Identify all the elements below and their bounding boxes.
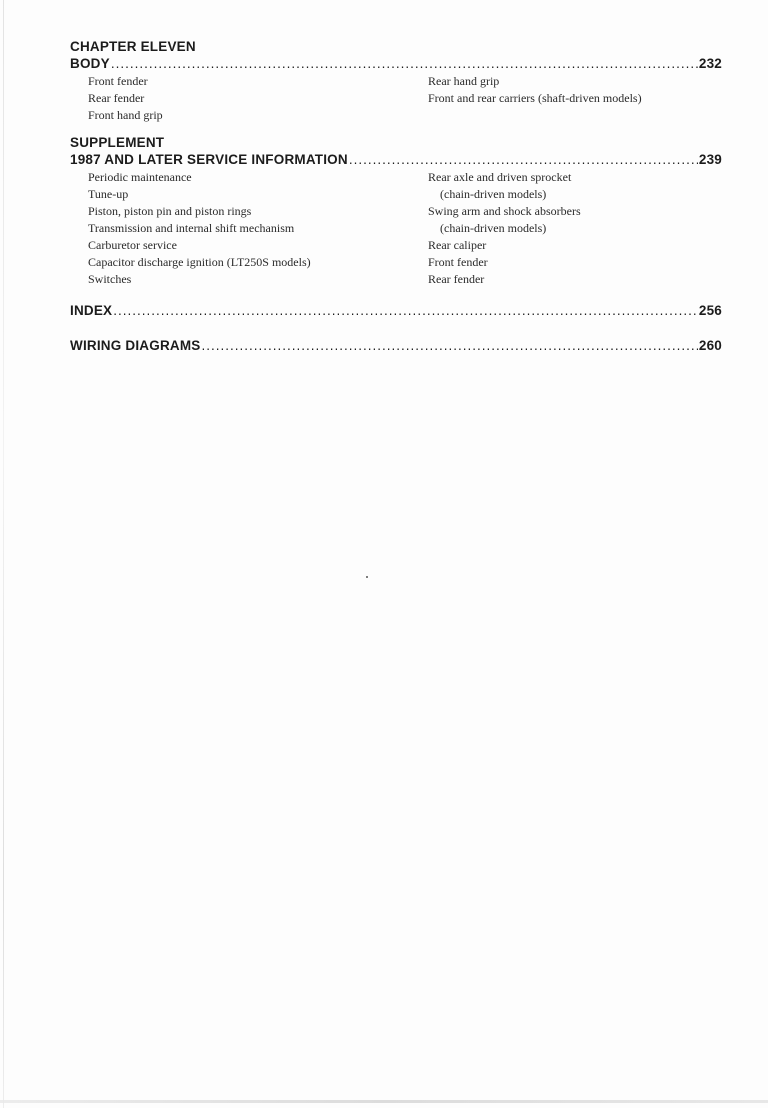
subtopic-item: Rear hand grip xyxy=(428,74,500,88)
chapter-heading: CHAPTER ELEVEN xyxy=(70,39,196,54)
subtopic-item: Rear fender xyxy=(428,272,485,286)
subtopic-item: Periodic maintenance xyxy=(88,170,192,184)
subtopic-item: Rear caliper xyxy=(428,238,487,252)
subtopic-item: Carburetor service xyxy=(88,238,177,252)
dot-leader xyxy=(349,151,698,168)
toc-page-number: 260 xyxy=(698,338,722,353)
scan-speck xyxy=(366,576,368,578)
page-bottom-edge xyxy=(0,1100,768,1103)
chapter-heading: SUPPLEMENT xyxy=(70,135,165,150)
toc-entry-supplement[interactable] xyxy=(70,151,722,168)
table-of-contents xyxy=(70,38,722,354)
toc-entry-title: WIRING DIAGRAMS xyxy=(70,338,201,353)
subtopic-item: Tune-up xyxy=(88,187,129,201)
subtopic-item: Transmission and internal shift mechanism xyxy=(88,221,295,235)
subtopic-item: Front fender xyxy=(428,255,488,269)
subtopic-list xyxy=(70,169,722,288)
subtopic-item: Capacitor discharge ignition (LT250S models) xyxy=(88,255,311,269)
toc-entry-title: BODY xyxy=(70,56,110,71)
subtopic-column-right xyxy=(428,73,722,124)
subtopic-item: Front hand grip xyxy=(88,108,163,122)
toc-entry-wiring-diagrams[interactable] xyxy=(70,337,722,354)
toc-section-supplement xyxy=(70,134,722,288)
page-left-edge xyxy=(3,0,4,1108)
subtopic-item: Rear fender xyxy=(88,91,145,105)
subtopic-item: Swing arm and shock absorbers xyxy=(428,204,581,218)
subtopic-item: Piston, piston pin and piston rings xyxy=(88,204,252,218)
dot-leader xyxy=(202,337,698,354)
subtopic-column-left xyxy=(88,73,428,124)
subtopic-item: Rear axle and driven sprocket xyxy=(428,170,572,184)
toc-page-number: 239 xyxy=(698,152,722,167)
dot-leader xyxy=(113,302,698,319)
dot-leader xyxy=(111,55,698,72)
toc-entry-title: INDEX xyxy=(70,303,113,318)
subtopic-item: Switches xyxy=(88,272,132,286)
subtopic-item: Front and rear carriers (shaft-driven models) xyxy=(428,91,642,105)
subtopic-list xyxy=(70,73,722,124)
subtopic-column-right xyxy=(428,169,722,288)
toc-entry-title: 1987 AND LATER SERVICE INFORMATION xyxy=(70,152,348,167)
subtopic-item: Front fender xyxy=(88,74,148,88)
subtopic-item-continuation: (chain-driven models) xyxy=(440,221,547,235)
subtopic-item-continuation: (chain-driven models) xyxy=(440,187,547,201)
toc-page-number: 232 xyxy=(698,56,722,71)
subtopic-column-left xyxy=(88,169,428,288)
toc-entry-index[interactable] xyxy=(70,302,722,319)
toc-section-chapter-eleven xyxy=(70,38,722,124)
toc-entry-body[interactable] xyxy=(70,55,722,72)
toc-page-number: 256 xyxy=(698,303,722,318)
